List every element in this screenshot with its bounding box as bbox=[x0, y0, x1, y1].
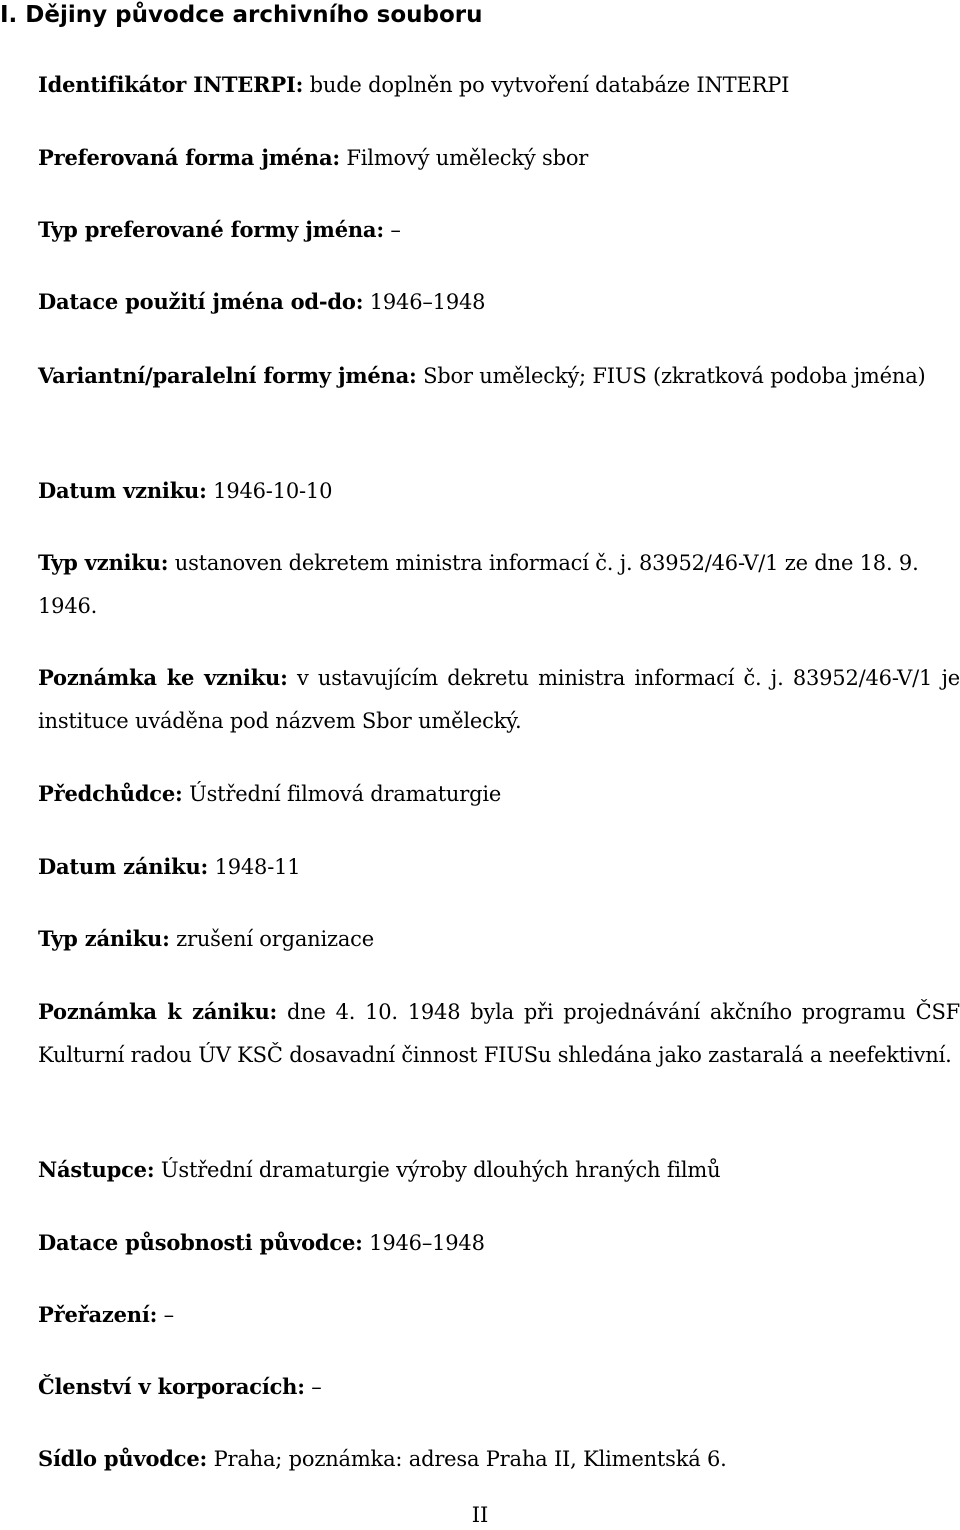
field-variantni-formy-jmena bbox=[38, 354, 960, 398]
page-number: II bbox=[471, 1503, 489, 1527]
field-label: Datace použití jména od-do: bbox=[38, 289, 364, 314]
field-value: Ústřední dramaturgie výroby dlouhých hraných filmů bbox=[160, 1158, 721, 1182]
field-label: Sídlo původce: bbox=[38, 1446, 208, 1471]
field-label: Datum vzniku: bbox=[38, 478, 207, 503]
field-value: – bbox=[311, 1375, 322, 1399]
field-typ-vzniku bbox=[38, 541, 960, 628]
field-prerazeni bbox=[38, 1293, 960, 1337]
field-value: 1946-10-10 bbox=[213, 479, 333, 503]
field-value: Filmový umělecký sbor bbox=[346, 146, 589, 170]
field-datum-vzniku bbox=[38, 469, 960, 513]
field-identifikator-interpi bbox=[38, 63, 960, 107]
field-predchudce bbox=[38, 772, 960, 816]
field-typ-preferovane-formy-jmena bbox=[38, 208, 960, 252]
field-sidlo-puvodce bbox=[38, 1437, 960, 1481]
field-label: Typ vzniku: bbox=[38, 550, 169, 575]
field-label: Členství v korporacích: bbox=[38, 1374, 305, 1399]
field-label: Přeřazení: bbox=[38, 1302, 158, 1327]
field-label: Datum zániku: bbox=[38, 854, 209, 879]
field-poznamka-ke-vzniku bbox=[38, 656, 960, 743]
field-value: Sbor umělecký; FIUS (zkratková podoba jména) bbox=[423, 364, 926, 388]
field-label: Identifikátor INTERPI: bbox=[38, 72, 304, 97]
field-label: Preferovaná forma jména: bbox=[38, 145, 340, 170]
field-datum-zaniku bbox=[38, 845, 960, 889]
field-label: Poznámka k zániku: bbox=[38, 999, 278, 1024]
field-value: – bbox=[163, 1303, 174, 1327]
section-heading: I. Dějiny původce archivního souboru bbox=[0, 2, 483, 28]
field-value: 1946–1948 bbox=[369, 290, 486, 314]
field-nastupce bbox=[38, 1148, 960, 1192]
field-value: zrušení organizace bbox=[176, 927, 374, 951]
field-value: dne 4. 10. 1948 byla při projednávání akčního programu ČSF Kulturní radou ÚV KSČ dosavadní činnost FIUSu shledána jako zastaralá a neefektivní. bbox=[38, 1000, 960, 1067]
field-value: ustanoven dekretem ministra informací č. j. 83952/46-V/1 ze dne 18. 9. 1946. bbox=[38, 551, 919, 618]
field-typ-zaniku bbox=[38, 917, 960, 961]
field-value: Ústřední filmová dramaturgie bbox=[189, 782, 502, 806]
field-label: Poznámka ke vzniku: bbox=[38, 665, 288, 690]
field-value: – bbox=[390, 218, 401, 242]
field-value: 1948-11 bbox=[214, 855, 301, 879]
field-label: Datace působnosti původce: bbox=[38, 1230, 363, 1255]
field-value: 1946–1948 bbox=[369, 1231, 485, 1255]
field-label: Variantní/paralelní formy jména: bbox=[38, 363, 417, 388]
field-datace-pusobnosti-puvodce bbox=[38, 1221, 960, 1265]
field-label: Předchůdce: bbox=[38, 781, 183, 806]
field-datace-pouziti-jmena bbox=[38, 280, 960, 324]
field-clenstvi-v-korporacich bbox=[38, 1365, 960, 1409]
field-label: Typ zániku: bbox=[38, 926, 170, 951]
field-label: Nástupce: bbox=[38, 1157, 155, 1182]
field-value: v ustavujícím dekretu ministra informací č. j. 83952/46-V/1 je instituce uváděna pod názvem Sbor umělecký. bbox=[38, 666, 960, 733]
field-value: Praha; poznámka: adresa Praha II, Klimentská 6. bbox=[213, 1447, 727, 1471]
field-value: bude doplněn po vytvoření databáze INTERPI bbox=[309, 73, 790, 97]
field-label: Typ preferované formy jména: bbox=[38, 217, 384, 242]
field-poznamka-k-zaniku bbox=[38, 990, 960, 1077]
field-preferovana-forma-jmena bbox=[38, 136, 960, 180]
